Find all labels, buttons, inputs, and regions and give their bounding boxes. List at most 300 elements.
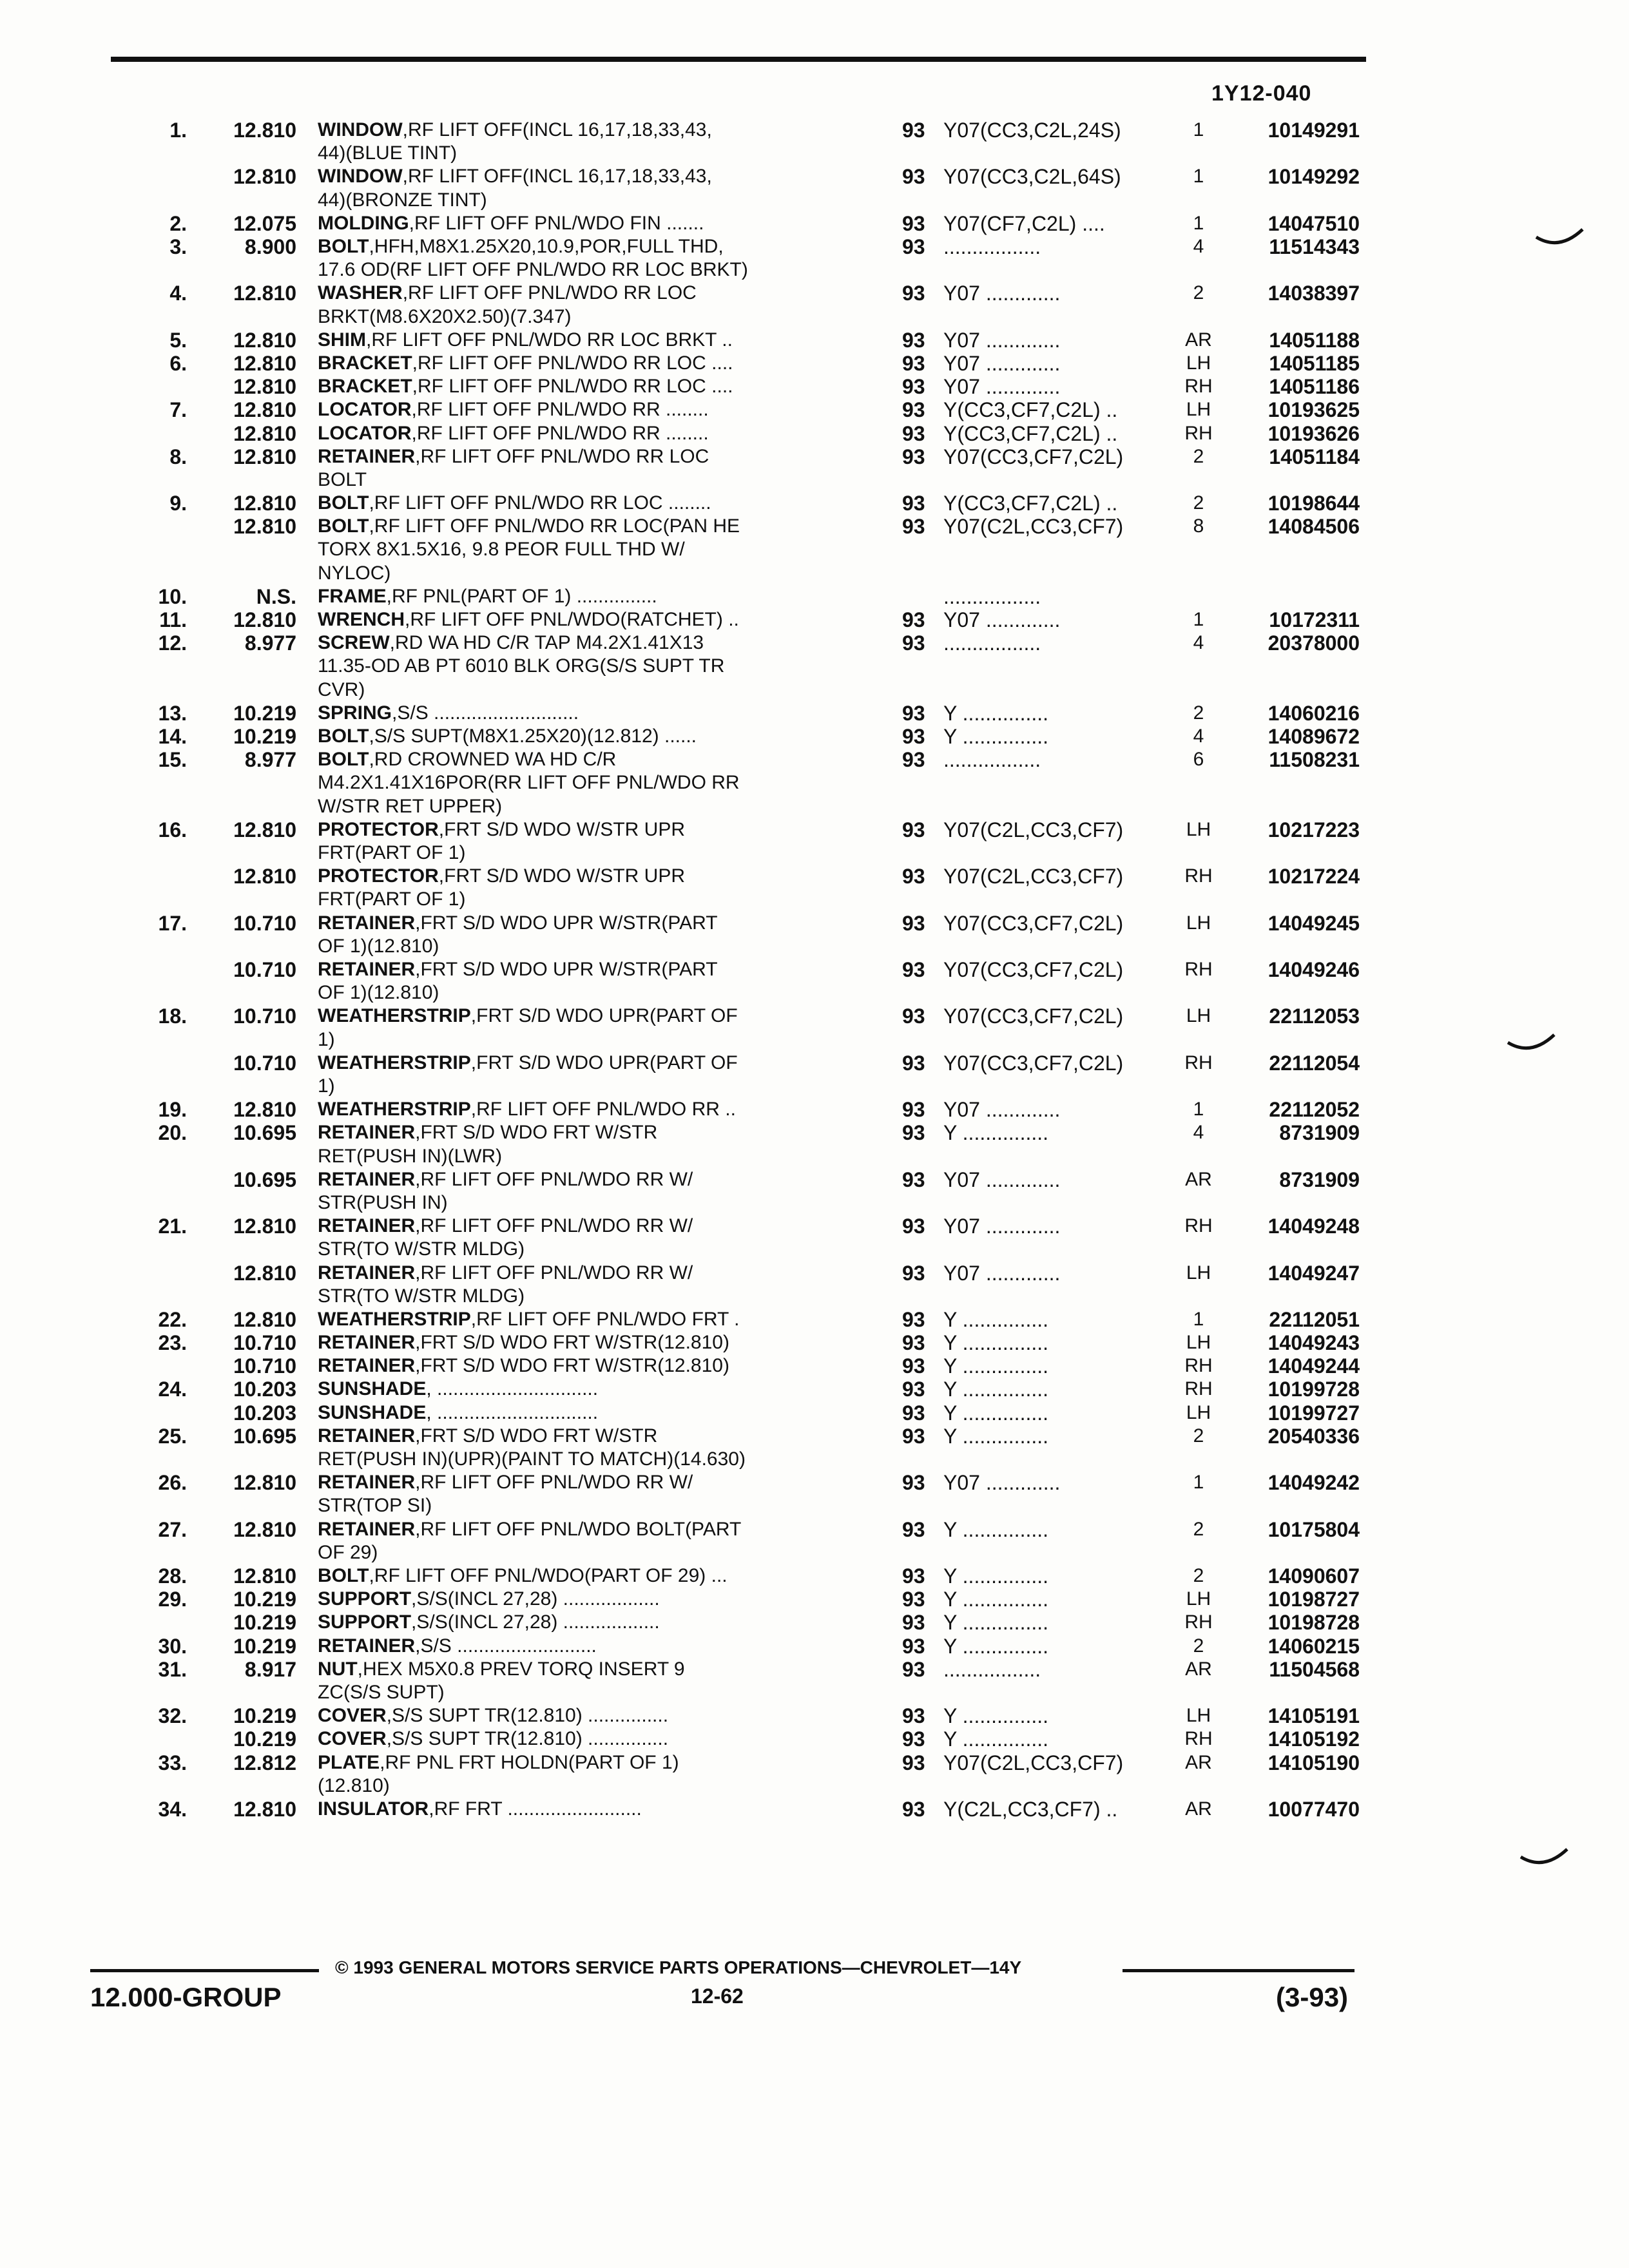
model-year: 93 <box>902 235 925 258</box>
description-line: ,RF LIFT OFF PNL/WDO RR .. <box>470 1099 736 1120</box>
part-number: 10172311 <box>1269 608 1360 632</box>
description-line: ,RF PNL FRT HOLDN(PART OF 1) <box>380 1751 679 1773</box>
description-line: ,RF LIFT OFF PNL/WDO BOLT(PART <box>415 1518 742 1540</box>
footer-copyright: © 1993 GENERAL MOTORS SERVICE PARTS OPERATIONS—CHEVROLET—14Y <box>335 1957 1022 1977</box>
model-usage <box>902 398 1173 421</box>
part-number: 11504568 <box>1269 1657 1360 1681</box>
top-rule <box>111 57 1366 62</box>
description-line: ,RF LIFT OFF PNL/WDO RR LOC .... <box>412 376 733 398</box>
part-description <box>318 702 865 725</box>
group-number: 12.075 <box>233 211 296 235</box>
part-name: MOLDING <box>318 212 409 234</box>
description-line: CVR) <box>318 678 365 700</box>
model-usage <box>902 1308 1173 1331</box>
part-number: 10217224 <box>1268 865 1360 889</box>
model-code: Y07(C2L,CC3,CF7) <box>943 865 1124 889</box>
model-usage <box>902 702 1173 725</box>
model-code: Y07 ............. <box>943 351 1061 375</box>
item-number: 32. <box>158 1704 187 1728</box>
group-number: N.S. <box>256 584 296 608</box>
model-year: 93 <box>902 911 925 935</box>
description-line: ,S/S .......................... <box>415 1635 597 1657</box>
description-line: ,RF LIFT OFF PNL/WDO RR LOC ........ <box>369 492 711 514</box>
part-description <box>318 1121 865 1168</box>
part-description <box>318 1564 865 1588</box>
quantity: RH <box>1184 422 1213 444</box>
table-row <box>0 212 1629 235</box>
description-line: ,FRT S/D WDO FRT W/STR(12.810) <box>415 1332 729 1354</box>
model-code: Y07 ............. <box>943 375 1061 399</box>
part-number: 14049244 <box>1268 1354 1360 1378</box>
model-year: 93 <box>902 1168 925 1191</box>
table-row <box>0 1215 1629 1261</box>
description-line: ,RF PNL(PART OF 1) ............... <box>386 585 657 607</box>
model-year: 93 <box>902 1307 925 1331</box>
part-name: BOLT <box>318 515 369 537</box>
table-row <box>0 445 1629 492</box>
table-row <box>0 1004 1629 1051</box>
model-usage <box>902 1121 1173 1144</box>
description-line: ,HEX M5X0.8 PREV TORQ INSERT 9 <box>357 1658 685 1680</box>
description-line: , .............................. <box>426 1401 599 1423</box>
model-usage <box>902 958 1173 981</box>
part-description <box>318 375 865 398</box>
margin-check-mark <box>1505 1031 1557 1054</box>
footer-rule <box>90 1969 319 1972</box>
item-number: 19. <box>158 1098 187 1122</box>
model-year: 93 <box>902 1004 925 1028</box>
model-code: Y ............... <box>943 1307 1049 1331</box>
part-number: 14049242 <box>1268 1471 1360 1495</box>
model-usage <box>902 1354 1173 1378</box>
part-description <box>318 119 865 165</box>
part-description <box>318 1425 865 1471</box>
model-usage <box>902 492 1173 515</box>
quantity: RH <box>1184 1611 1213 1633</box>
model-usage <box>902 515 1173 538</box>
table-row <box>0 1588 1629 1611</box>
quantity: RH <box>1184 958 1213 980</box>
part-number: 14047510 <box>1268 211 1360 235</box>
model-usage <box>902 865 1173 888</box>
model-year: 93 <box>902 1704 925 1728</box>
part-description <box>318 1308 865 1331</box>
item-number: 27. <box>158 1517 187 1541</box>
part-number: 14051186 <box>1269 375 1360 399</box>
model-year: 93 <box>902 1727 925 1751</box>
table-row <box>0 1168 1629 1215</box>
part-description <box>318 445 865 492</box>
item-number: 2. <box>169 211 187 235</box>
group-number: 12.810 <box>233 1471 296 1495</box>
part-description <box>318 1471 865 1517</box>
item-number: 7. <box>169 398 187 422</box>
table-row <box>0 1727 1629 1751</box>
model-year: 93 <box>902 1051 925 1075</box>
table-row <box>0 282 1629 328</box>
model-usage <box>902 1168 1173 1191</box>
part-name: SUPPORT <box>318 1588 412 1610</box>
model-year: 93 <box>902 1634 925 1658</box>
model-code: Y07 ............. <box>943 328 1061 352</box>
group-number: 12.810 <box>233 1215 296 1238</box>
item-number: 29. <box>158 1588 187 1611</box>
model-usage <box>902 445 1173 468</box>
part-name: LOCATOR <box>318 399 412 421</box>
item-number: 6. <box>169 351 187 375</box>
model-code: Y07 ............. <box>943 1261 1061 1285</box>
model-code: ................. <box>943 1657 1041 1681</box>
part-name: WEATHERSTRIP <box>318 1099 471 1120</box>
part-number: 11508231 <box>1269 748 1360 772</box>
description-line: OF 1)(12.810) <box>318 982 439 1004</box>
item-number: 23. <box>158 1331 187 1355</box>
quantity: 2 <box>1193 702 1204 724</box>
group-number: 10.219 <box>233 1588 296 1611</box>
part-name: SPRING <box>318 702 392 724</box>
part-number: 10198727 <box>1268 1588 1360 1611</box>
group-number: 10.219 <box>233 1727 296 1751</box>
part-number: 8731909 <box>1279 1121 1360 1145</box>
description-line: ,FRT S/D WDO UPR(PART OF <box>470 1052 738 1073</box>
description-line: ,FRT S/D WDO FRT W/STR(12.810) <box>415 1355 729 1377</box>
part-description <box>318 1098 865 1121</box>
model-code: ................. <box>943 584 1041 608</box>
group-number: 8.977 <box>244 748 296 772</box>
description-line: ,RF LIFT OFF PNL/WDO(PART OF 29) ... <box>369 1565 728 1586</box>
group-number: 8.900 <box>244 235 296 258</box>
part-name: SUNSHADE <box>318 1401 427 1423</box>
group-number: 10.219 <box>233 1611 296 1635</box>
part-number: 14084506 <box>1268 515 1360 539</box>
quantity: AR <box>1185 1168 1212 1190</box>
part-description <box>318 912 865 958</box>
description-line: STR(PUSH IN) <box>318 1191 448 1213</box>
model-usage <box>902 1262 1173 1285</box>
model-year: 93 <box>902 282 925 305</box>
part-description <box>318 329 865 352</box>
part-number: 14049246 <box>1268 957 1360 981</box>
part-name: WEATHERSTRIP <box>318 1052 471 1073</box>
quantity: RH <box>1184 865 1213 887</box>
group-number: 10.219 <box>233 1704 296 1728</box>
model-usage <box>902 165 1173 188</box>
group-number: 10.710 <box>233 957 296 981</box>
part-name: RETAINER <box>318 1355 416 1377</box>
description-line: 1) <box>318 1075 335 1097</box>
model-year: 93 <box>902 421 925 445</box>
model-code: Y ............... <box>943 1588 1049 1611</box>
quantity: 2 <box>1193 282 1204 304</box>
model-code: Y07(CC3,CF7,C2L) <box>943 911 1124 935</box>
model-year: 93 <box>902 1657 925 1681</box>
description-line: ,RF LIFT OFF PNL/WDO RR W/ <box>415 1168 693 1190</box>
group-number: 10.710 <box>233 1331 296 1355</box>
item-number: 14. <box>158 725 187 749</box>
model-usage <box>902 1635 1173 1658</box>
group-number: 10.203 <box>233 1401 296 1425</box>
item-number: 34. <box>158 1797 187 1821</box>
table-row <box>0 1052 1629 1098</box>
model-usage <box>902 912 1173 935</box>
table-row <box>0 515 1629 585</box>
part-name: WRENCH <box>318 609 405 631</box>
description-line: 44)(BLUE TINT) <box>318 142 458 164</box>
item-number: 8. <box>169 445 187 468</box>
model-year: 93 <box>902 1611 925 1635</box>
model-usage <box>902 422 1173 445</box>
table-row <box>0 1518 1629 1564</box>
part-number: 14105191 <box>1268 1704 1360 1728</box>
model-usage <box>902 608 1173 631</box>
quantity: AR <box>1185 329 1212 351</box>
model-usage <box>902 1564 1173 1588</box>
group-number: 12.810 <box>233 818 296 841</box>
part-number: 14105190 <box>1268 1751 1360 1774</box>
part-name: SCREW <box>318 632 390 654</box>
table-row <box>0 1704 1629 1727</box>
model-usage <box>902 1727 1173 1751</box>
quantity: LH <box>1186 399 1211 421</box>
quantity: LH <box>1186 1332 1211 1354</box>
model-usage <box>902 631 1173 655</box>
description-line: BOLT <box>318 468 367 490</box>
part-number: 14051185 <box>1269 351 1360 375</box>
quantity: 1 <box>1193 119 1204 140</box>
part-number: 20378000 <box>1268 631 1360 655</box>
quantity: LH <box>1186 818 1211 840</box>
description-line: 11.35-OD AB PT 6010 BLK ORG(S/S SUPT TR <box>318 655 725 677</box>
part-description <box>318 1588 865 1611</box>
model-code: Y(C2L,CC3,CF7) .. <box>943 1797 1118 1821</box>
part-number: 14060216 <box>1268 701 1360 725</box>
model-year: 93 <box>902 1424 925 1448</box>
part-number: 14105192 <box>1268 1727 1360 1751</box>
part-name: RETAINER <box>318 1262 416 1283</box>
item-number: 3. <box>169 235 187 258</box>
model-year: 93 <box>902 211 925 235</box>
description-line: ,RF LIFT OFF PNL/WDO RR W/ <box>415 1262 693 1283</box>
margin-check-mark <box>1518 1845 1570 1869</box>
part-number: 14049245 <box>1268 911 1360 935</box>
description-line: ,RF LIFT OFF PNL/WDO RR ........ <box>411 422 709 444</box>
item-number: 22. <box>158 1307 187 1331</box>
description-line: ,RF LIFT OFF PNL/WDO(RATCHET) .. <box>405 609 739 631</box>
model-year: 93 <box>902 631 925 655</box>
part-number: 14049248 <box>1268 1215 1360 1238</box>
part-name: PROTECTOR <box>318 865 439 887</box>
description-line: OF 1)(12.810) <box>318 935 439 957</box>
description-line: ,S/S(INCL 27,28) .................. <box>411 1588 660 1610</box>
description-line: FRT(PART OF 1) <box>318 889 466 910</box>
model-usage <box>902 1052 1173 1075</box>
part-name: RETAINER <box>318 1168 416 1190</box>
model-code: Y ............... <box>943 725 1049 749</box>
table-row <box>0 818 1629 865</box>
table-row <box>0 1564 1629 1588</box>
model-code: Y07(CC3,C2L,24S) <box>943 119 1121 142</box>
quantity: LH <box>1186 1705 1211 1727</box>
group-number: 10.695 <box>233 1424 296 1448</box>
part-number: 10149292 <box>1268 165 1360 189</box>
part-number: 14051188 <box>1269 328 1360 352</box>
part-description <box>318 725 865 748</box>
table-row <box>0 912 1629 958</box>
group-number: 12.810 <box>233 1797 296 1821</box>
description-line: ,RF LIFT OFF PNL/WDO RR LOC <box>402 282 697 304</box>
description-line: RET(PUSH IN)(LWR) <box>318 1145 503 1167</box>
table-row <box>0 725 1629 748</box>
part-name: SUNSHADE <box>318 1378 427 1400</box>
model-usage <box>902 748 1173 771</box>
model-usage <box>902 1215 1173 1238</box>
quantity: 1 <box>1193 1099 1204 1120</box>
part-name: PLATE <box>318 1751 380 1773</box>
part-name: BRACKET <box>318 376 412 398</box>
item-number: 31. <box>158 1657 187 1681</box>
group-number: 10.710 <box>233 1051 296 1075</box>
part-number: 14060215 <box>1268 1634 1360 1658</box>
model-code: Y(CC3,CF7,C2L) .. <box>943 398 1118 422</box>
description-line: NYLOC) <box>318 562 391 584</box>
model-code: Y ............... <box>943 1727 1049 1751</box>
group-number: 10.710 <box>233 911 296 935</box>
model-year: 93 <box>902 1354 925 1378</box>
group-number: 12.810 <box>233 1261 296 1285</box>
table-row <box>0 1401 1629 1425</box>
part-description <box>318 1262 865 1308</box>
group-number: 12.810 <box>233 515 296 539</box>
part-name: BOLT <box>318 492 369 514</box>
group-number: 12.810 <box>233 398 296 422</box>
part-name: WEATHERSTRIP <box>318 1005 471 1027</box>
description-line: 17.6 OD(RF LIFT OFF PNL/WDO RR LOC BRKT) <box>318 259 748 281</box>
model-code: Y07(CC3,C2L,64S) <box>943 165 1121 189</box>
part-number: 10175804 <box>1268 1517 1360 1541</box>
part-number: 22112052 <box>1269 1098 1360 1122</box>
part-description <box>318 165 865 211</box>
table-row <box>0 1751 1629 1798</box>
part-name: WEATHERSTRIP <box>318 1308 471 1330</box>
model-code: Y07 ............. <box>943 1098 1061 1122</box>
part-number: 14038397 <box>1268 282 1360 305</box>
quantity: 2 <box>1193 1565 1204 1586</box>
model-usage <box>902 1098 1173 1121</box>
part-number: 14049243 <box>1268 1331 1360 1355</box>
part-name: BRACKET <box>318 352 412 374</box>
table-row <box>0 422 1629 445</box>
description-line: STR(TO W/STR MLDG) <box>318 1285 525 1307</box>
model-usage <box>902 1658 1173 1681</box>
part-name: BOLT <box>318 1565 369 1586</box>
model-year: 93 <box>902 165 925 189</box>
group-number: 10.203 <box>233 1378 296 1401</box>
description-line: ,RF LIFT OFF PNL/WDO RR LOC(PAN HE <box>369 515 740 537</box>
model-year: 93 <box>902 865 925 889</box>
part-number: 22112051 <box>1269 1307 1360 1331</box>
part-name: NUT <box>318 1658 358 1680</box>
item-number: 10. <box>158 584 187 608</box>
group-number: 12.810 <box>233 119 296 142</box>
group-number: 12.810 <box>233 421 296 445</box>
model-year: 93 <box>902 375 925 399</box>
model-code: Y ............... <box>943 1611 1049 1635</box>
page-code: 1Y12-040 <box>1211 81 1312 106</box>
part-name: BOLT <box>318 726 369 747</box>
description-line: ,S/S(INCL 27,28) .................. <box>411 1611 660 1633</box>
group-number: 12.810 <box>233 351 296 375</box>
model-usage <box>902 235 1173 258</box>
part-number: 22112054 <box>1269 1051 1360 1075</box>
group-number: 12.810 <box>233 282 296 305</box>
model-usage <box>902 585 1173 608</box>
part-description <box>318 818 865 865</box>
model-code: Y ............... <box>943 1634 1049 1658</box>
part-number: 20540336 <box>1268 1424 1360 1448</box>
description-line: 1) <box>318 1028 335 1050</box>
model-usage <box>902 1588 1173 1611</box>
model-year: 93 <box>902 398 925 422</box>
table-row <box>0 748 1629 818</box>
part-name: PROTECTOR <box>318 818 439 840</box>
description-line: STR(TOP SI) <box>318 1495 432 1517</box>
item-number: 20. <box>158 1121 187 1145</box>
quantity: LH <box>1186 1588 1211 1610</box>
model-code: Y ............... <box>943 1401 1049 1425</box>
item-number: 5. <box>169 328 187 352</box>
part-description <box>318 282 865 328</box>
model-code: Y ............... <box>943 701 1049 725</box>
description-line: ,RF LIFT OFF(INCL 16,17,18,33,43, <box>402 119 712 140</box>
description-line: ,RF LIFT OFF PNL/WDO FIN ....... <box>409 212 704 234</box>
part-description <box>318 1727 865 1751</box>
part-name: RETAINER <box>318 1425 416 1446</box>
description-line: ,RF FRT ......................... <box>429 1798 642 1820</box>
part-name: SUPPORT <box>318 1611 412 1633</box>
part-description <box>318 865 865 911</box>
description-line: ,RF LIFT OFF PNL/WDO RR LOC <box>415 445 709 467</box>
table-row <box>0 235 1629 282</box>
model-year: 93 <box>902 1331 925 1355</box>
item-number: 9. <box>169 492 187 515</box>
group-number: 10.710 <box>233 1354 296 1378</box>
item-number: 25. <box>158 1424 187 1448</box>
model-year: 93 <box>902 1261 925 1285</box>
part-description <box>318 1052 865 1098</box>
table-row <box>0 375 1629 398</box>
item-number: 28. <box>158 1564 187 1588</box>
model-year: 93 <box>902 119 925 142</box>
part-name: RETAINER <box>318 1215 416 1237</box>
quantity: RH <box>1184 1728 1213 1750</box>
part-description <box>318 1378 865 1401</box>
description-line: ,S/S ........................... <box>392 702 579 724</box>
model-usage <box>902 1425 1173 1448</box>
part-description <box>318 1215 865 1261</box>
model-code: Y07 ............. <box>943 608 1061 632</box>
description-line: ,S/S SUPT TR(12.810) ............... <box>386 1728 669 1750</box>
description-line: ,HFH,M8X1.25X20,10.9,POR,FULL THD, <box>369 235 724 257</box>
model-year: 93 <box>902 351 925 375</box>
item-number: 15. <box>158 748 187 772</box>
model-code: Y ............... <box>943 1378 1049 1401</box>
part-name: RETAINER <box>318 445 416 467</box>
table-row <box>0 1121 1629 1168</box>
model-code: Y ............... <box>943 1424 1049 1448</box>
model-usage <box>902 1611 1173 1634</box>
table-row <box>0 398 1629 421</box>
table-row <box>0 1658 1629 1704</box>
